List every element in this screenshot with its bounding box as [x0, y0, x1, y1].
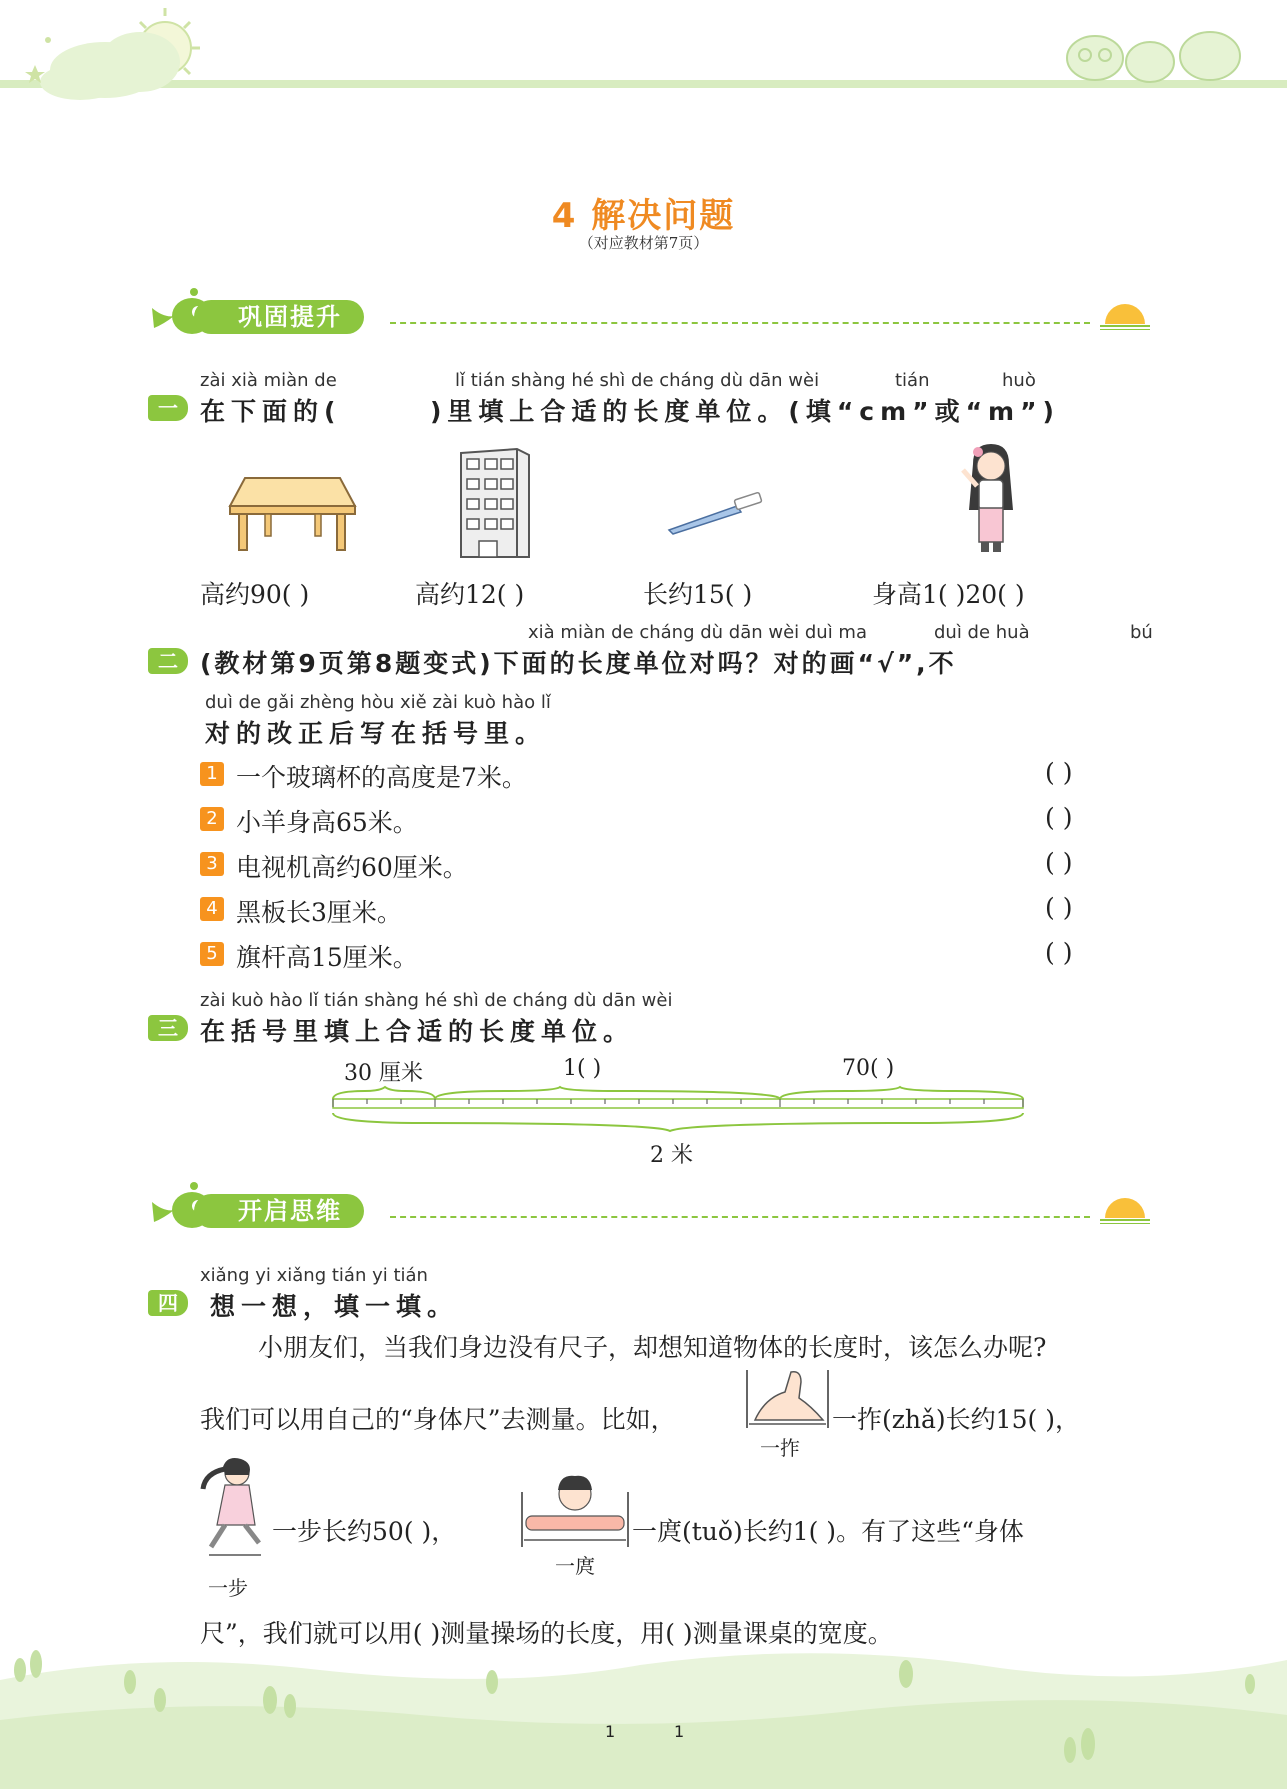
girl-illustration: [955, 440, 1025, 555]
paragraph: 我们可以用自己的“身体尺”去测量。比如，: [200, 1405, 676, 1434]
blank-table-height[interactable]: 高约90( ): [200, 580, 310, 609]
list-item: [200, 848, 1160, 896]
segment-label-left: 30 厘米: [344, 1061, 423, 1086]
total-length-label: 2 米: [650, 1143, 693, 1168]
divider: [390, 322, 1090, 324]
toothbrush-illustration: [665, 490, 765, 535]
pinyin: duì de huà: [934, 622, 1030, 643]
walking-girl-icon: [195, 1455, 275, 1565]
section-banner-consolidate: [150, 296, 1150, 336]
cloud-icon: [40, 32, 180, 100]
pinyin: duì de gǎi zhèng hòu xiě zài kuò hào lǐ: [205, 692, 551, 713]
item-text: 旗杆高15厘米。: [236, 943, 418, 972]
answer-blank[interactable]: ( ): [1045, 893, 1073, 922]
blank-girl-height[interactable]: 身高1( )20( ): [872, 580, 1025, 609]
segment-label-mid[interactable]: 1( ): [563, 1056, 602, 1081]
item-text: 电视机高约60厘米。: [236, 853, 468, 882]
paragraph[interactable]: 一庹(tuǒ)长约1( )。有了这些“身体: [632, 1517, 1024, 1546]
pinyin: bú: [1130, 622, 1153, 643]
page-subtitle: （对应教材第7页）: [578, 234, 709, 252]
hand-span-label: 一拃: [760, 1436, 800, 1460]
item-text: 小羊身高65米。: [236, 808, 418, 837]
paragraph[interactable]: 尺”，我们就可以用( )测量操场的长度，用( )测量课桌的宽度。: [200, 1619, 893, 1648]
building-illustration: [455, 445, 535, 560]
pinyin: zài kuò hào lǐ tián shàng hé shì de cháng dù dān wèi: [200, 990, 673, 1011]
page-number: 1: [605, 1722, 616, 1741]
animal-faces-icon: [1067, 32, 1240, 82]
answer-blank[interactable]: ( ): [1045, 938, 1073, 967]
list-item: [200, 803, 1160, 851]
pinyin: huò: [1002, 370, 1036, 391]
section-title: 巩固提升: [194, 300, 364, 334]
pinyin: tián: [895, 370, 930, 391]
item-number: 5: [200, 942, 224, 966]
footer-landscape: [0, 1640, 1287, 1789]
step-label: 一步: [208, 1576, 248, 1600]
item-number: 3: [200, 852, 224, 876]
paragraph: 小朋友们，当我们身边没有尺子，却想知道物体的长度时，该怎么办呢?: [258, 1333, 1047, 1362]
answer-blank[interactable]: ( ): [1045, 848, 1073, 877]
question-text: 在下面的(: [200, 397, 342, 426]
divider: [390, 1216, 1090, 1218]
blank-toothbrush-length[interactable]: 长约15( ): [643, 580, 753, 609]
list-item: [200, 893, 1160, 941]
table-illustration: [225, 470, 360, 555]
pinyin: lǐ tián shàng hé shì de cháng dù dān wèi: [455, 370, 820, 391]
list-item: [200, 758, 1160, 806]
answer-blank[interactable]: ( ): [1045, 758, 1073, 787]
question-text: 想一想，填一填。: [210, 1292, 459, 1321]
question-text: 对的改正后写在括号里。: [205, 719, 547, 748]
page-number: 1: [674, 1722, 685, 1741]
ruler-diagram: [325, 1085, 1030, 1135]
blank-building-height[interactable]: 高约12( ): [415, 580, 525, 609]
pinyin: xià miàn de cháng dù dān wèi duì ma: [528, 622, 867, 643]
question-number: 四: [148, 1290, 188, 1316]
page-title: 4 解决问题: [551, 196, 736, 236]
arm-span-label: 一庹: [555, 1554, 595, 1578]
item-text: 一个玻璃杯的高度是7米。: [236, 763, 527, 792]
hand-span-icon: [745, 1368, 830, 1428]
arm-span-girl-icon: [520, 1472, 630, 1547]
segment-label-right[interactable]: 70( ): [842, 1056, 895, 1081]
question-text: (教材第9页第8题变式)下面的长度单位对吗？对的画“√”,不: [200, 649, 957, 678]
pinyin: zài xià miàn de: [200, 370, 337, 391]
pinyin: xiǎng yi xiǎng tián yi tián: [200, 1265, 428, 1286]
item-number: 2: [200, 807, 224, 831]
item-number: 4: [200, 897, 224, 921]
section-banner-thinking: [150, 1190, 1150, 1230]
question-text: 在括号里填上合适的长度单位。: [200, 1017, 635, 1046]
header-decoration: [0, 0, 1287, 110]
item-text: 黑板长3厘米。: [236, 898, 402, 927]
question-number: 二: [148, 648, 188, 674]
paragraph[interactable]: 一步长约50( )，: [272, 1517, 457, 1546]
answer-blank[interactable]: ( ): [1045, 803, 1073, 832]
question-number: 一: [148, 395, 188, 421]
item-number: 1: [200, 762, 224, 786]
section-title: 开启思维: [194, 1194, 364, 1228]
sunrise-icon: [1100, 300, 1150, 330]
question-text: )里填上合适的长度单位。(填“cm”或“m”): [430, 397, 1060, 426]
list-item: [200, 938, 1160, 986]
question-number: 三: [148, 1015, 188, 1041]
paragraph[interactable]: 一拃(zhǎ)长约15( )，: [832, 1405, 1080, 1434]
sunrise-icon: [1100, 1194, 1150, 1224]
